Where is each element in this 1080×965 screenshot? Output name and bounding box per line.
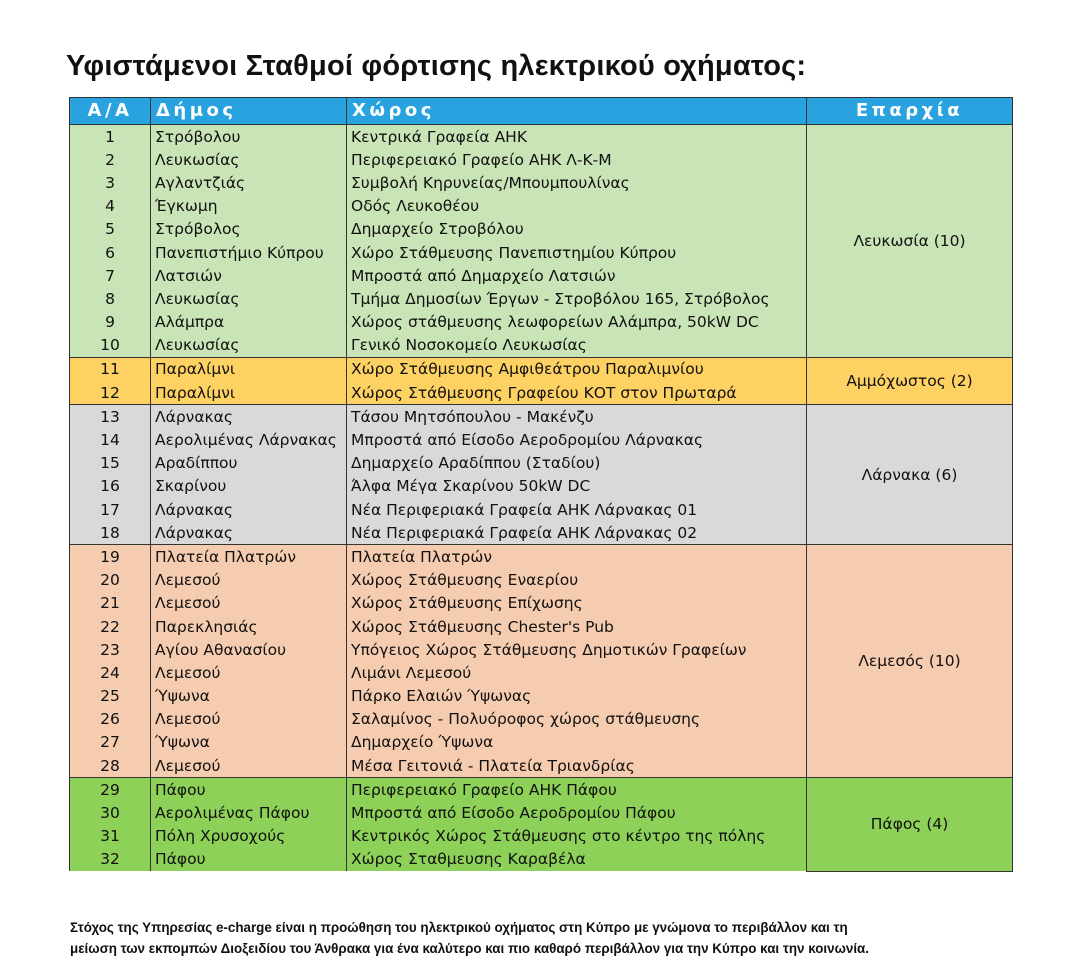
cell-number: 12 xyxy=(70,381,151,405)
cell-municipality: Ύψωνα xyxy=(151,731,347,754)
cell-municipality: Πόλη Χρυσοχούς xyxy=(151,825,347,848)
cell-location: Τμήμα Δημοσίων Έργων - Στροβόλου 165, Στρόβολος xyxy=(347,287,807,310)
cell-location: Άλφα Μέγα Σκαρίνου 50kW DC xyxy=(347,475,807,498)
table-header-row xyxy=(70,98,1013,125)
cell-number: 31 xyxy=(70,825,151,848)
header-province: Επαρχία xyxy=(807,98,1013,125)
cell-municipality: Έγκωμη xyxy=(151,195,347,218)
cell-number: 27 xyxy=(70,731,151,754)
header-location: Χώρος xyxy=(347,98,807,125)
cell-number: 25 xyxy=(70,685,151,708)
cell-municipality: Πάφου xyxy=(151,848,347,871)
cell-number: 23 xyxy=(70,638,151,661)
cell-number: 9 xyxy=(70,311,151,334)
table-row xyxy=(70,357,1013,381)
cell-municipality: Λευκωσίας xyxy=(151,334,347,358)
cell-number: 16 xyxy=(70,475,151,498)
cell-municipality: Στρόβολος xyxy=(151,218,347,241)
cell-municipality: Λευκωσίας xyxy=(151,148,347,171)
cell-province: Λάρνακα (6) xyxy=(807,405,1013,545)
cell-location: Χώρος Στάθμευσης Επίχωσης xyxy=(347,592,807,615)
cell-location: Συμβολή Κηρυνείας/Μπουμπουλίνας xyxy=(347,171,807,194)
cell-municipality: Λάρνακας xyxy=(151,405,347,429)
cell-location: Μπροστά από Δημαρχείο Λατσιών xyxy=(347,264,807,287)
cell-location: Περιφερειακό Γραφείο ΑΗΚ Λ-Κ-Μ xyxy=(347,148,807,171)
cell-location: Κεντρικός Χώρος Στάθμευσης στο κέντρο της πόλης xyxy=(347,825,807,848)
cell-municipality: Αλάμπρα xyxy=(151,311,347,334)
cell-location: Μέσα Γειτονιά - Πλατεία Τριανδρίας xyxy=(347,754,807,778)
cell-municipality: Πλατεία Πλατρών xyxy=(151,545,347,569)
cell-number: 7 xyxy=(70,264,151,287)
cell-location: Λιμάνι Λεμεσού xyxy=(347,661,807,684)
cell-location: Χώρος στάθμευσης λεωφορείων Αλάμπρα, 50kW DC xyxy=(347,311,807,334)
cell-municipality: Παρεκλησιάς xyxy=(151,615,347,638)
cell-municipality: Αραδίππου xyxy=(151,452,347,475)
cell-number: 20 xyxy=(70,569,151,592)
cell-location: Τάσου Μητσόπουλου - Μακένζυ xyxy=(347,405,807,429)
table-row xyxy=(70,778,1013,802)
cell-location: Σαλαμίνος - Πολυόροφος χώρος στάθμευσης xyxy=(347,708,807,731)
cell-number: 28 xyxy=(70,754,151,778)
cell-province: Λευκωσία (10) xyxy=(807,125,1013,358)
cell-location: Νέα Περιφεριακά Γραφεία ΑΗΚ Λάρνακας 02 xyxy=(347,521,807,545)
cell-municipality: Πάφου xyxy=(151,778,347,802)
cell-number: 32 xyxy=(70,848,151,871)
cell-municipality: Λευκωσίας xyxy=(151,287,347,310)
cell-location: Χώρος Σταθμευσης Καραβέλα xyxy=(347,848,807,871)
cell-location: Γενικό Νοσοκομείο Λευκωσίας xyxy=(347,334,807,358)
cell-province: Λεμεσός (10) xyxy=(807,545,1013,778)
cell-number: 22 xyxy=(70,615,151,638)
cell-number: 5 xyxy=(70,218,151,241)
cell-location: Κεντρικά Γραφεία ΑΗΚ xyxy=(347,125,807,149)
cell-municipality: Σκαρίνου xyxy=(151,475,347,498)
cell-number: 18 xyxy=(70,521,151,545)
cell-location: Πάρκο Ελαιών Ύψωνας xyxy=(347,685,807,708)
cell-location: Περιφερειακό Γραφείο ΑΗΚ Πάφου xyxy=(347,778,807,802)
footer-note xyxy=(70,917,1030,959)
cell-location: Χώρος Στάθμευσης Εναερίου xyxy=(347,569,807,592)
cell-municipality: Λάρνακας xyxy=(151,498,347,521)
cell-municipality: Λατσιών xyxy=(151,264,347,287)
cell-municipality: Ύψωνα xyxy=(151,685,347,708)
cell-number: 6 xyxy=(70,241,151,264)
cell-number: 2 xyxy=(70,148,151,171)
cell-province: Πάφος (4) xyxy=(807,778,1013,871)
header-number: Α/Α xyxy=(70,98,151,125)
cell-number: 26 xyxy=(70,708,151,731)
cell-municipality: Λεμεσού xyxy=(151,592,347,615)
cell-municipality: Αγίου Αθανασίου xyxy=(151,638,347,661)
cell-number: 19 xyxy=(70,545,151,569)
cell-location: Δημαρχείο Στροβόλου xyxy=(347,218,807,241)
charging-stations-table xyxy=(69,97,1013,872)
cell-number: 24 xyxy=(70,661,151,684)
cell-location: Δημαρχείο Ύψωνα xyxy=(347,731,807,754)
cell-number: 10 xyxy=(70,334,151,358)
cell-municipality: Λάρνακας xyxy=(151,521,347,545)
cell-municipality: Λεμεσού xyxy=(151,754,347,778)
cell-location: Χώρος Στάθμευσης Γραφείου ΚΟΤ στον Πρωταρά xyxy=(347,381,807,405)
cell-province: Αμμόχωστος (2) xyxy=(807,357,1013,404)
cell-number: 3 xyxy=(70,171,151,194)
cell-location: Πλατεία Πλατρών xyxy=(347,545,807,569)
cell-location: Νέα Περιφεριακά Γραφεία ΑΗΚ Λάρνακας 01 xyxy=(347,498,807,521)
table-row xyxy=(70,405,1013,429)
footer-line-2: μείωση των εκπομπών Διοξειδίου του Άνθρακα για ένα καλύτερο και πιο καθαρό περιβάλλον για την Κύπρο και την κοινωνία. xyxy=(70,941,870,956)
cell-municipality: Λεμεσού xyxy=(151,708,347,731)
cell-location: Χώρο Στάθμευσης Πανεπιστημίου Κύπρου xyxy=(347,241,807,264)
cell-number: 1 xyxy=(70,125,151,149)
page-title: Υφιστάμενοι Σταθμοί φόρτισης ηλεκτρικού οχήματος: xyxy=(66,50,807,82)
cell-location: Οδός Λευκοθέου xyxy=(347,195,807,218)
cell-number: 4 xyxy=(70,195,151,218)
cell-location: Μπροστά από Είσοδο Αεροδρομίου Πάφου xyxy=(347,801,807,824)
header-municipality: Δήμος xyxy=(151,98,347,125)
cell-location: Μπροστά από Είσοδο Αεροδρομίου Λάρνακας xyxy=(347,428,807,451)
cell-number: 13 xyxy=(70,405,151,429)
cell-number: 14 xyxy=(70,428,151,451)
cell-municipality: Παραλίμνι xyxy=(151,381,347,405)
cell-location: Δημαρχείο Αραδίππου (Σταδίου) xyxy=(347,452,807,475)
cell-number: 21 xyxy=(70,592,151,615)
table-row xyxy=(70,545,1013,569)
cell-location: Υπόγειος Χώρος Στάθμευσης Δημοτικών Γραφείων xyxy=(347,638,807,661)
cell-number: 17 xyxy=(70,498,151,521)
cell-number: 30 xyxy=(70,801,151,824)
cell-municipality: Στρόβολου xyxy=(151,125,347,149)
cell-municipality: Αγλαντζιάς xyxy=(151,171,347,194)
cell-number: 11 xyxy=(70,357,151,381)
cell-number: 8 xyxy=(70,287,151,310)
cell-municipality: Λεμεσού xyxy=(151,661,347,684)
cell-municipality: Αερολιμένας Πάφου xyxy=(151,801,347,824)
table-row xyxy=(70,125,1013,149)
cell-location: Χώρος Στάθμευσης Chester's Pub xyxy=(347,615,807,638)
cell-number: 15 xyxy=(70,452,151,475)
cell-location: Χώρο Στάθμευσης Αμφιθεάτρου Παραλιμνίου xyxy=(347,357,807,381)
cell-municipality: Πανεπιστήμιο Κύπρου xyxy=(151,241,347,264)
cell-number: 29 xyxy=(70,778,151,802)
cell-municipality: Λεμεσού xyxy=(151,569,347,592)
footer-line-1: Στόχος της Υπηρεσίας e-charge είναι η προώθηση του ηλεκτρικού οχήματος στη Κύπρο με γνώμονα το περιβάλλον και τη xyxy=(70,920,848,935)
cell-municipality: Αερολιμένας Λάρνακας xyxy=(151,428,347,451)
cell-municipality: Παραλίμνι xyxy=(151,357,347,381)
table-body xyxy=(70,125,1013,872)
